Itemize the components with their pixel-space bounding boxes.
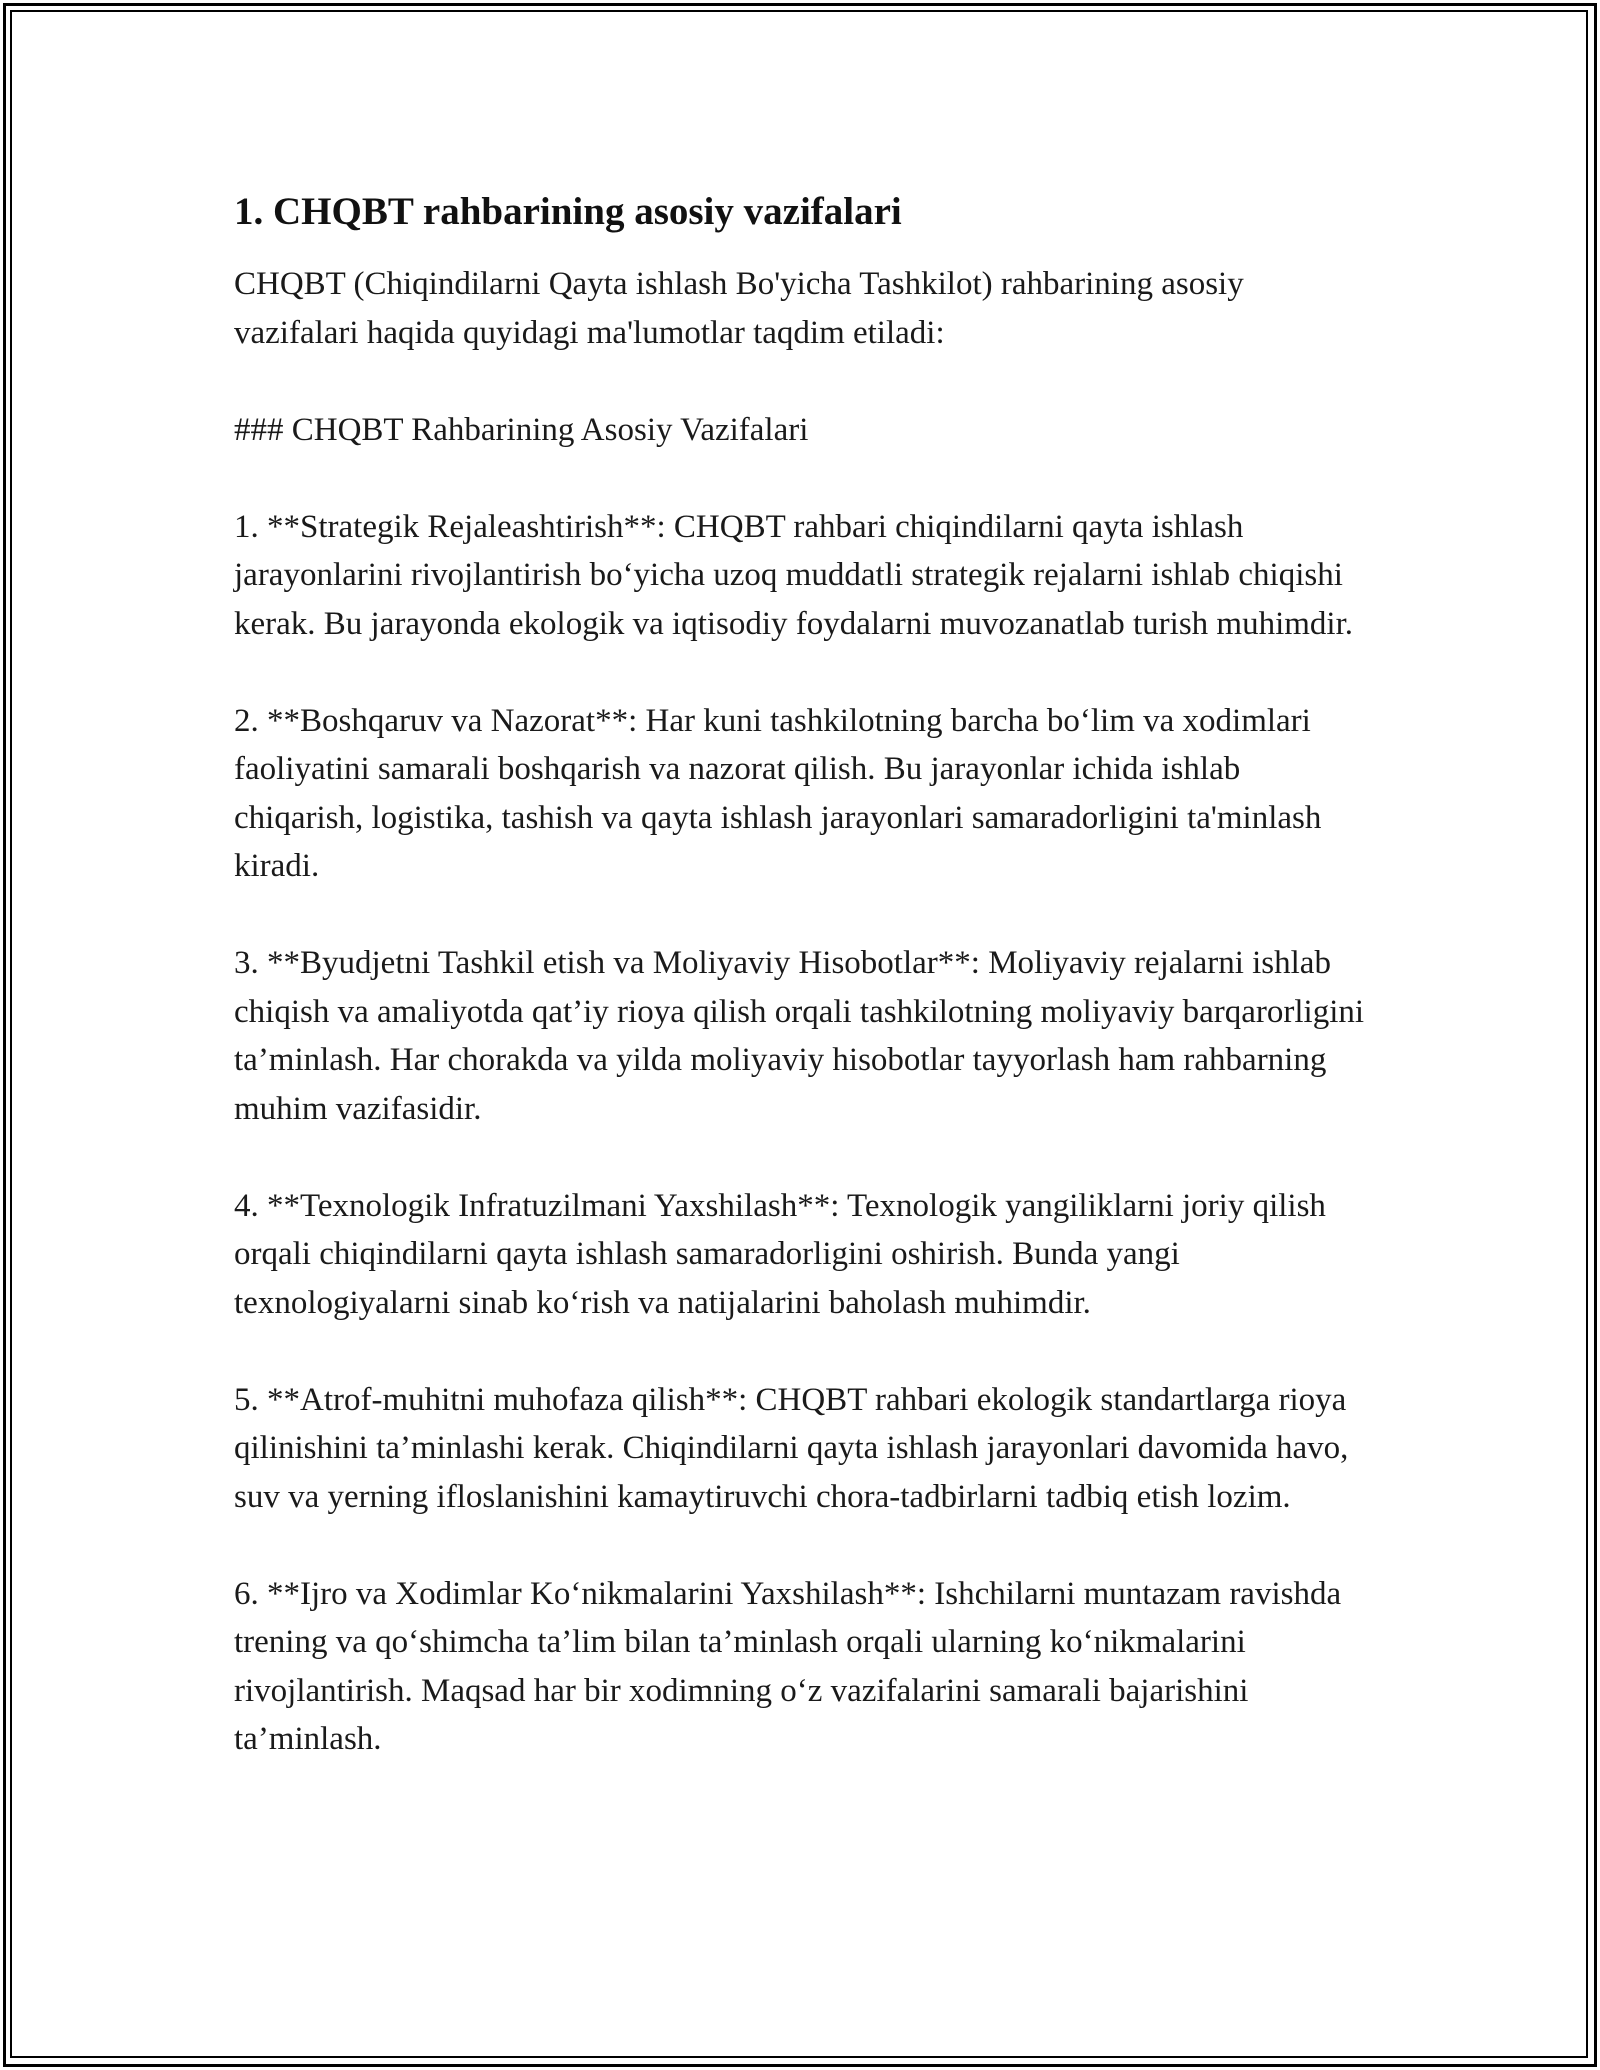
list-item: 4. **Texnologik Infratuzilmani Yaxshilash**: Texnologik yangiliklarni joriy qilish orqali chiqindilarni qayta ishlash samaradorligini oshirish. Bunda yangi texnologiyalarni sinab ko‘rish va natijalarini baholash muhimdir. bbox=[234, 1187, 1326, 1321]
list-item: 6. **Ijro va Xodimlar Ko‘nikmalarini Yaxshilash**: Ishchilarni muntazam ravishda trening va qo‘shimcha ta’lim bilan ta’minlash orqali ularning ko‘nikmalarini rivojlantirish. Maqsad har bir xodimning o‘z vazifalarini samarali bajarishini ta’minlash. bbox=[234, 1575, 1342, 1757]
list-item: 1. **Strategik Rejaleashtirish**: CHQBT rahbari chiqindilarni qayta ishlash jarayonlarini rivojlantirish bo‘yicha uzoq muddatli strategik rejalarni ishlab chiqishi kerak. Bu jarayonda ekologik va iqtisodiy foydalarni muvozanatlab turish muhimdir. bbox=[234, 508, 1354, 642]
list-item: 3. **Byudjetni Tashkil etish va Moliyaviy Hisobotlar**: Moliyaviy rejalarni ishlab chiqish va amaliyotda qat’iy rioya qilish orqali tashkilotning moliyaviy barqarorligini ta’minlash. Har chorakda va yilda moliyaviy hisobotlar tayyorlash ham rahbarning muhim vazifasidir. bbox=[234, 945, 1365, 1127]
document-heading: 1. CHQBT rahbarining asosiy vazifalari bbox=[234, 190, 902, 233]
document-body bbox=[234, 184, 1374, 1812]
intro-paragraph: CHQBT (Chiqindilarni Qayta ishlash Bo'yicha Tashkilot) rahbarining asosiy vazifalari haqida quyidagi ma'lumotlar taqdim etiladi: bbox=[234, 266, 1244, 351]
subheading-paragraph: ### CHQBT Rahbarining Asosiy Vazifalari bbox=[234, 411, 809, 448]
list-item: 2. **Boshqaruv va Nazorat**: Har kuni tashkilotning barcha bo‘lim va xodimlari faoliyatini samarali boshqarish va nazorat qilish. Bu jarayonlar ichida ishlab chiqarish, logistika, tashish va qayta ishlash jarayonlari samaradorligini ta'minlash kiradi. bbox=[234, 702, 1322, 884]
list-item: 5. **Atrof-muhitni muhofaza qilish**: CHQBT rahbari ekologik standartlarga rioya qilinishini ta’minlashi kerak. Chiqindilarni qayta ishlash jarayonlari davomida havo, suv va yerning ifloslanishini kamaytiruvchi chora-tadbirlarni tadbiq etish lozim. bbox=[234, 1381, 1349, 1515]
